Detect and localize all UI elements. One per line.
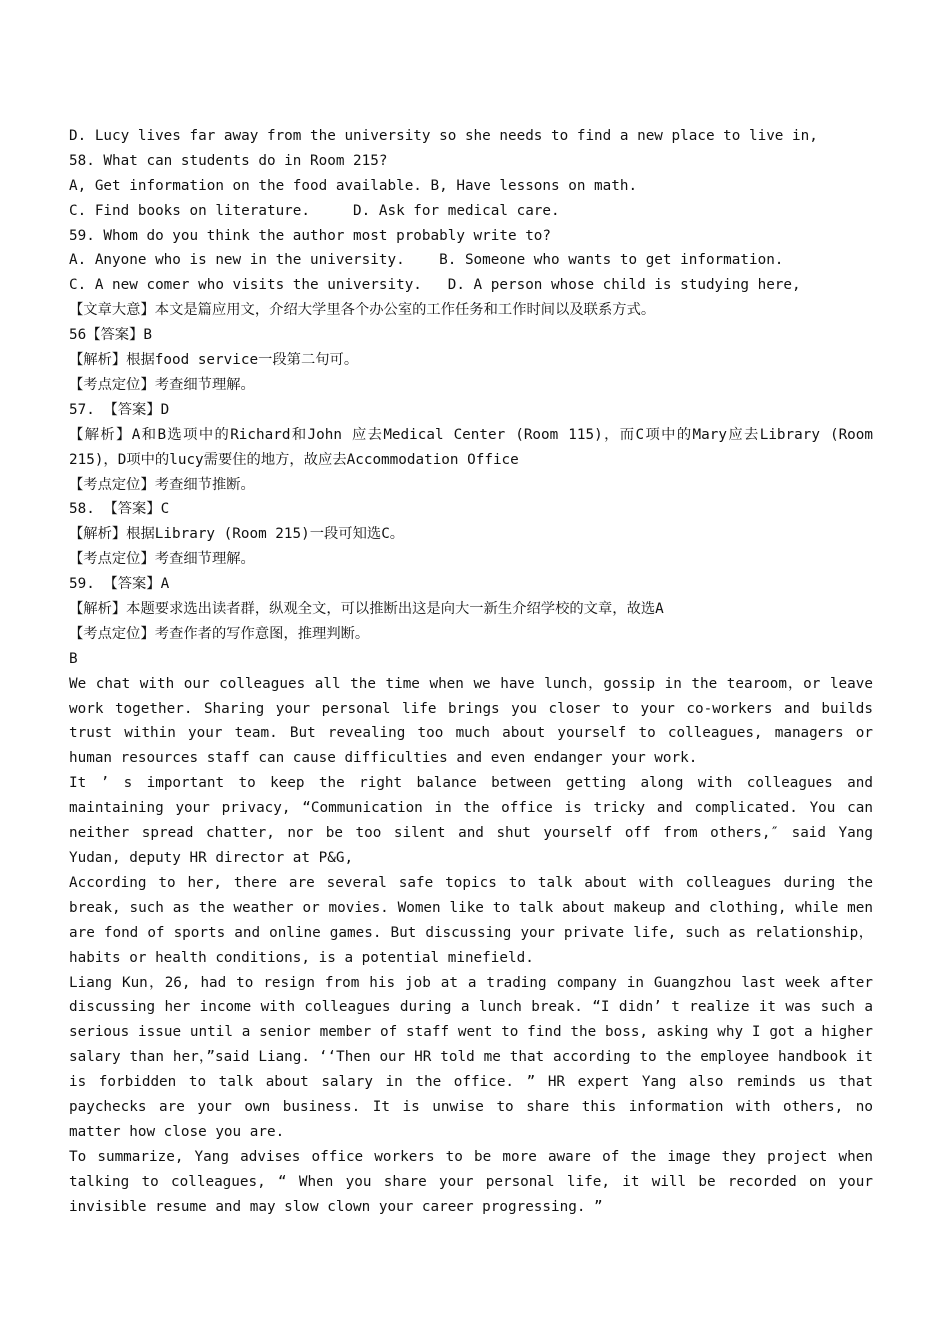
analysis-59: 【解析】本题要求选出读者群，纵观全文，可以推断出这是向大一新生介绍学校的文章，故选A [69,600,664,617]
answer-57: 57. 【答案】D [69,401,170,418]
passage-b-paragraph-5: To summarize, Yang advises office workers to be more aware of the image they project when talking to colleagues, “ When you share your personal life, it will be recorded on your invisible resume and may slow clown your career progressing. ” [69,1148,873,1215]
analysis-57: 【解析】A和B选项中的Richard和John 应去Medical Center (Room 115)，而C项中的Mary应去Library (Room 215)，D项中的lucy需要住的地方，故应去Accommodation Office [69,426,873,468]
passage-b-paragraph-3: According to her, there are several safe topics to talk about with colleagues during the break, such as the weather or movies. Women like to talk about makeup and clothing, while men are fond of sports and online games. But discussing your private life, such as relationship，habits or health conditions, is a potential minefield. [69,874,873,966]
point-58: 【考点定位】考查细节理解。 [69,551,255,568]
point-57: 【考点定位】考查细节推断。 [69,476,255,493]
analysis-56: 【解析】根据food service一段第二句可。 [69,352,359,369]
q59-stem: 59. Whom do you think the author most probably write to? [69,227,552,244]
answer-58: 58. 【答案】C [69,501,170,518]
point-59: 【考点定位】考查作者的写作意图，推理判断。 [69,625,370,642]
q58-options-ab: A, Get information on the food available. B, Have lessons on math. [69,177,638,194]
answer-56: 56【答案】B [69,327,153,344]
passage-b-paragraph-1: We chat with our colleagues all the time when we have lunch，gossip in the tearoom，or leave work together. Sharing your personal life brings you closer to your co-workers and builds trust within your team. But revealing too much about yourself to colleagues, managers or human resources staff can cause difficulties and even endanger your work. [69,675,873,767]
passage-b-paragraph-4: Liang Kun，26, had to resign from his job at a trading company in Guangzhou last week after discussing her income with colleagues during a lunch break. “I didn’ t realize it was such a serious issue until a senior member of staff went to find the boss, asking why I got a higher salary than her，”said Liang. ‘‘Then our HR told me that according to the employee handbook it is forbidden to talk about salary in the office. ” HR expert Yang also reminds us that paychecks are your own business. It is unwise to share this information with others, no matter how close you are. [69,974,873,1140]
passage-b-label: B [69,650,78,667]
analysis-58: 【解析】根据Library (Room 215)一段可知选C。 [69,526,405,543]
passage-b-paragraph-2: It ’ s important to keep the right balance between getting along with colleagues and maintaining your privacy, “Communication in the office is tricky and complicated. You can neither spread chatter, nor be too silent and shut yourself off from others,″ said Yang Yudan, deputy HR director at P&G, [69,775,873,866]
q59-options-ab: A. Anyone who is new in the university. B. Someone who wants to get information. [69,252,784,269]
point-56: 【考点定位】考查细节理解。 [69,376,255,393]
q57-option-d: D. Lucy lives far away from the university so she needs to find a new place to live in, [69,128,818,144]
document-page [69,124,873,1220]
q58-stem: 58. What can students do in Room 215? [69,152,388,169]
article-summary: 【文章大意】本文是篇应用文，介绍大学里各个办公室的工作任务和工作时间以及联系方式。 [69,302,656,319]
q58-options-cd: C. Find books on literature. D. Ask for medical care. [69,202,560,219]
q59-options-cd: C. A new comer who visits the university. D. A person whose child is studying here, [69,277,801,294]
answer-59: 59. 【答案】A [69,576,170,593]
